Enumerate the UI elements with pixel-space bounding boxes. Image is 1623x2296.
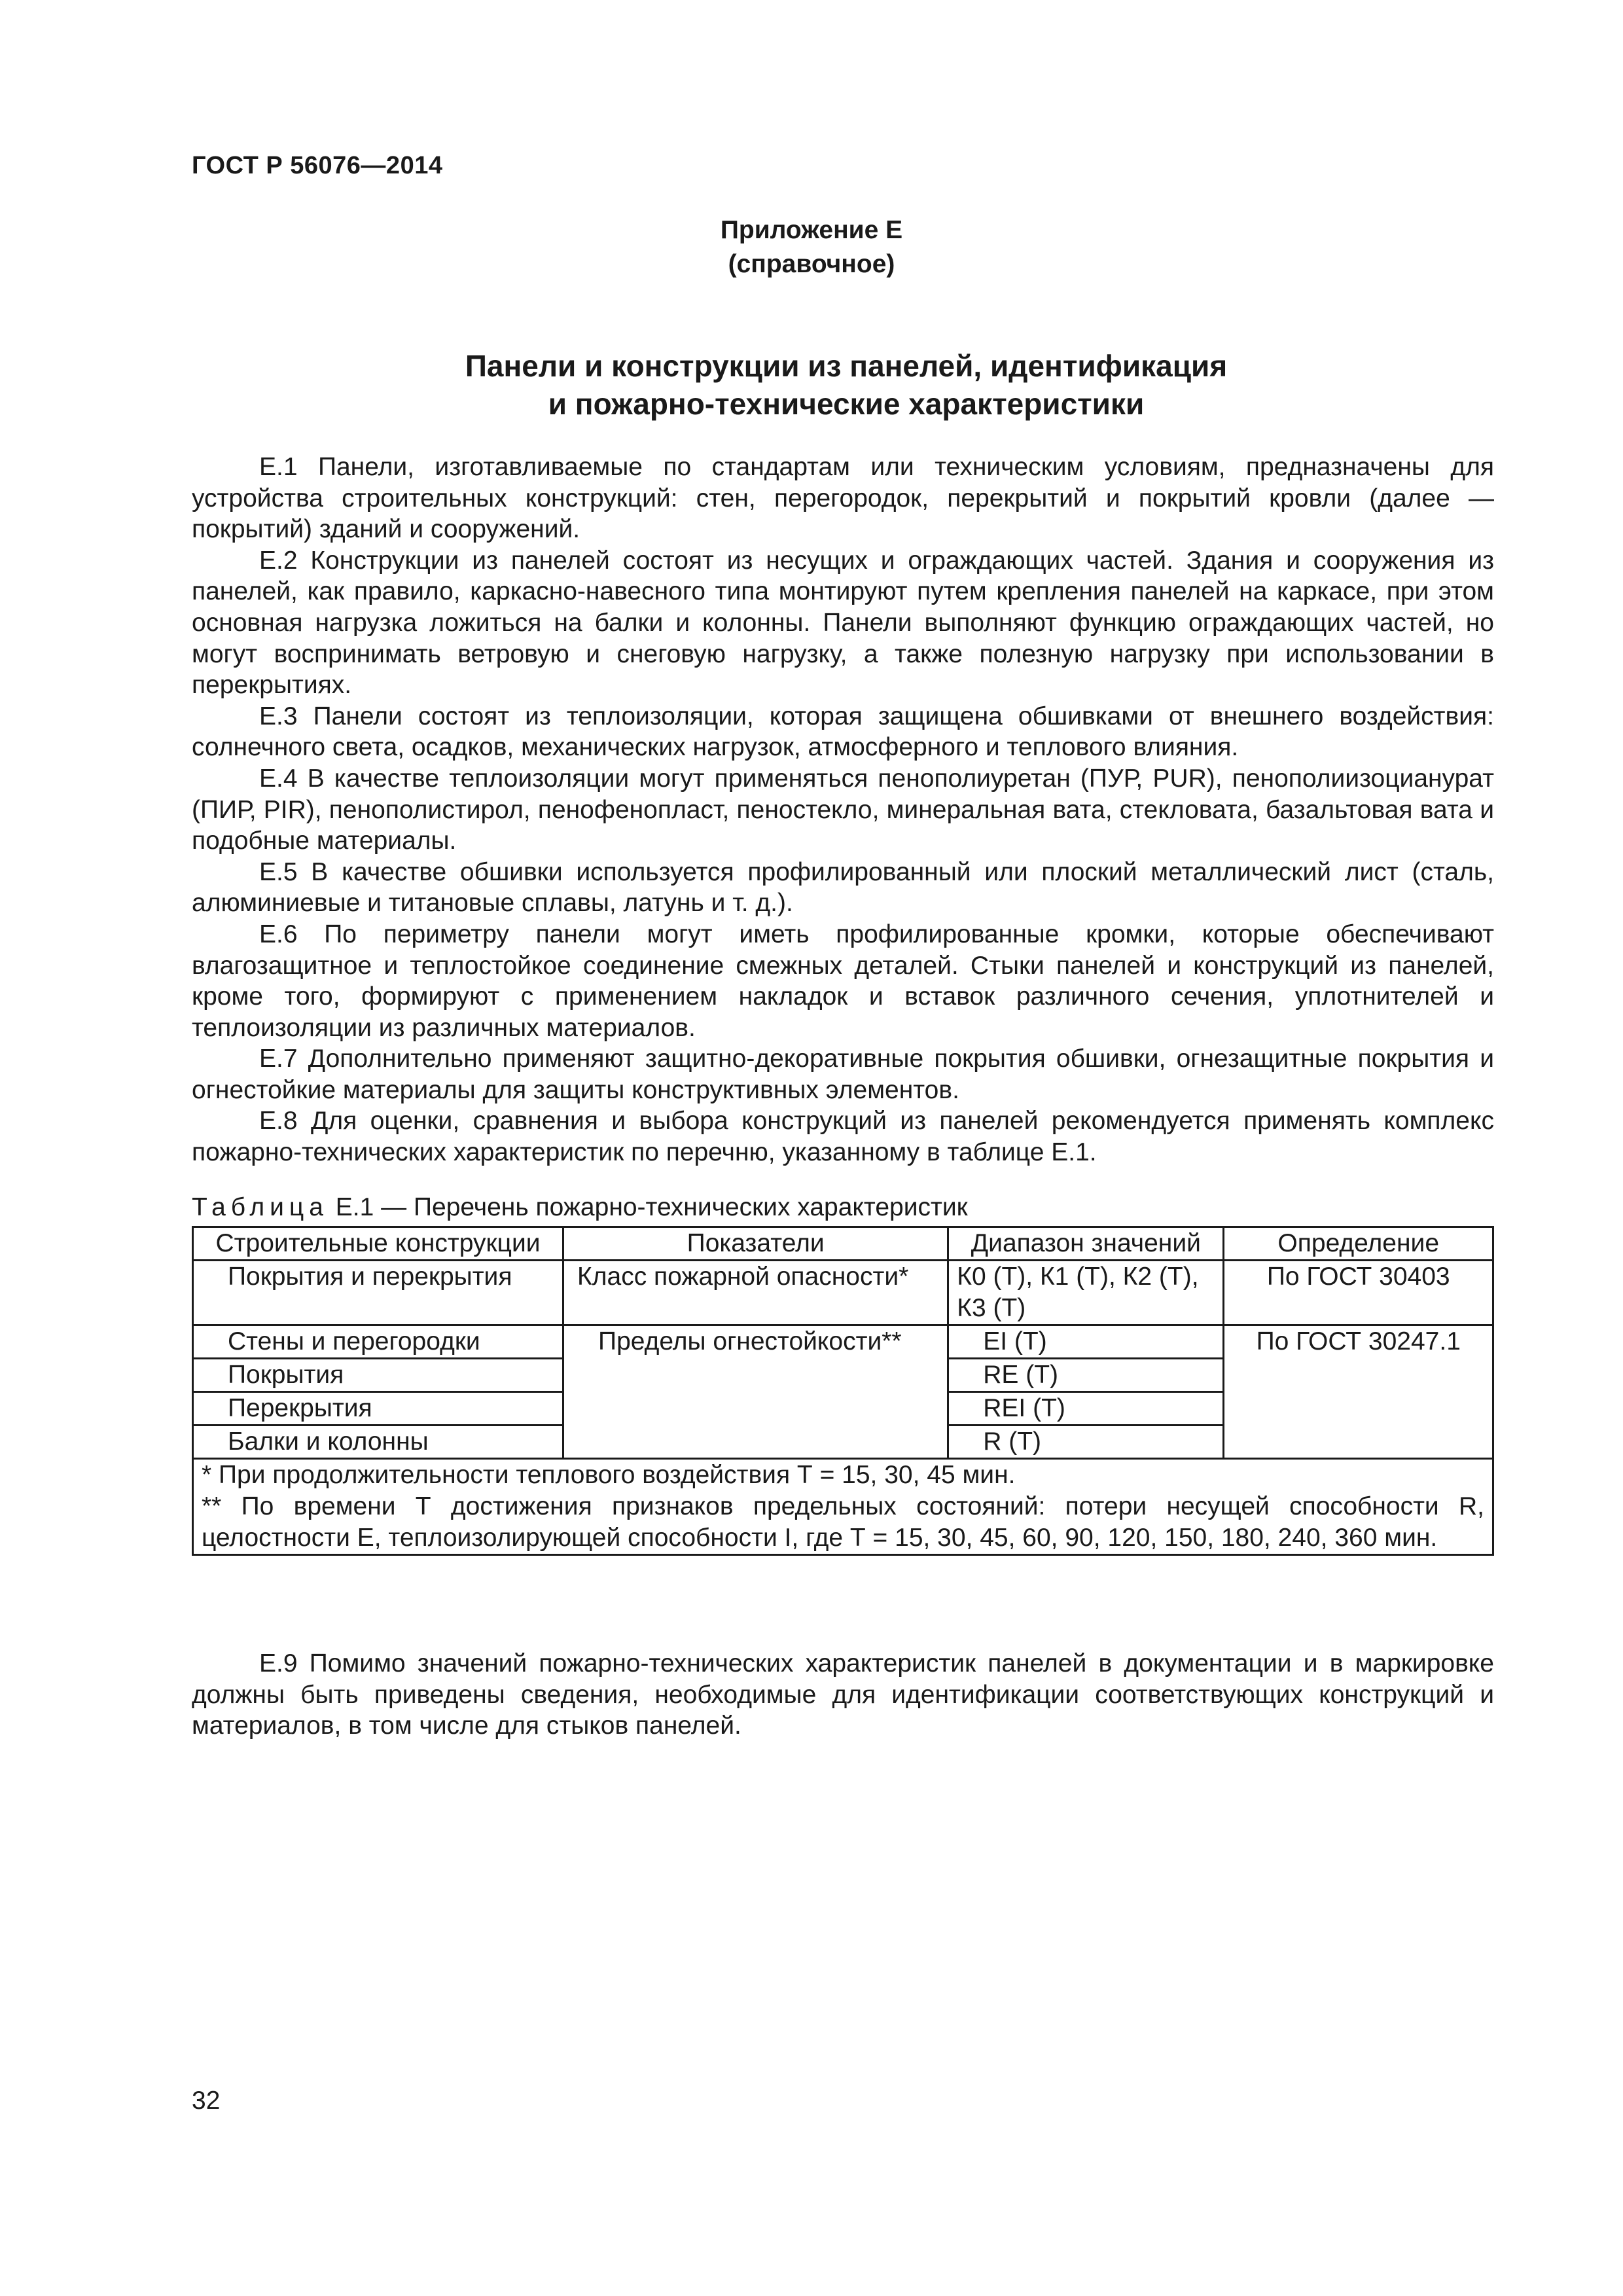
header-definition: Определение [1224, 1227, 1493, 1261]
page-number: 32 [192, 2087, 221, 2115]
cell-construction: Покрытия [193, 1359, 563, 1392]
cell-indicator: Класс пожарной опасности* [563, 1261, 948, 1325]
table-footnotes-row [193, 1459, 1493, 1555]
cell-construction: Покрытия и перекрытия [193, 1261, 563, 1325]
table-row [193, 1325, 1493, 1359]
appendix-label: Приложение Е [720, 216, 903, 244]
table-caption-word: Таблица [192, 1193, 329, 1221]
paragraph-e5: Е.5 В качестве обшивки используется профилированный или плоский металлический лист (сталь, алюминиевые и титановые сплавы, латунь и т. д.). [192, 857, 1494, 918]
paragraph-e4: Е.4 В качестве теплоизоляции могут применяться пенополиуретан (ПУР, PUR), пенополиизоцианурат (ПИР, PIR), пенополистирол, пенофенопласт, пеностекло, минеральная вата, стекловата, базальтовая вата и подобные материалы. [192, 764, 1494, 855]
body-text [192, 452, 1494, 1168]
header-constructions: Строительные конструкции [193, 1227, 563, 1261]
page-title [0, 347, 1623, 423]
paragraph-e2: Е.2 Конструкции из панелей состоят из несущих и ограждающих частей. Здания и сооружения из панелей, как правило, каркасно-навесного типа монтируют путем крепления панелей на каркасе, при этом основная нагрузка ложиться на балки и колонны. Панели выполняют функцию ограждающих частей, но могут воспринимать ветровую и снеговую нагрузку, а также полезную нагрузку при использовании в перекрытиях. [192, 546, 1494, 700]
footnote-2: ** По времени Т достижения признаков предельных состояний: потери несущей способности R, целостности E, теплоизолирующей способности I, где Т = 15, 30, 45, 60, 90, 120, 150, 180, 240, 360 мин. [202, 1492, 1484, 1552]
cell-range: REI (T) [948, 1392, 1224, 1426]
characteristics-table [192, 1226, 1494, 1556]
cell-range: EI (T) [948, 1325, 1224, 1359]
paragraph-e9: Е.9 Помимо значений пожарно-технических характеристик панелей в документации и в маркировке должны быть приведены сведения, необходимые для идентификации соответствующих конструкций и материалов, в том числе для стыков панелей. [192, 1649, 1494, 1740]
cell-fire-indicator: Пределы огнестойкости** [563, 1325, 948, 1459]
table-footnotes [193, 1459, 1493, 1555]
cell-construction: Балки и колонны [193, 1426, 563, 1459]
title-line-2: и пожарно-технические характеристики [548, 387, 1145, 421]
paragraph-e8: Е.8 Для оценки, сравнения и выбора конструкций из панелей рекомендуется применять комплекс пожарно-технических характеристик по перечню, указанному в таблице Е.1. [192, 1107, 1494, 1167]
cell-range: R (T) [948, 1426, 1224, 1459]
cell-range: RE (T) [948, 1359, 1224, 1392]
table-caption [192, 1193, 968, 1222]
paragraph-e3: Е.3 Панели состоят из теплоизоляции, которая защищена обшивками от внешнего воздействия: солнечного света, осадков, механических нагрузок, атмосферного и теплового влияния. [192, 702, 1494, 762]
closing-text [192, 1648, 1494, 1742]
header-indicators: Показатели [563, 1227, 948, 1261]
cell-range: К0 (Т), К1 (Т), К2 (Т), К3 (Т) [948, 1261, 1224, 1325]
appendix-type: (справочное) [728, 250, 895, 278]
cell-definition: По ГОСТ 30403 [1224, 1261, 1493, 1325]
table-header-row [193, 1227, 1493, 1261]
table-row [193, 1261, 1493, 1325]
paragraph-e6: Е.6 По периметру панели могут иметь профилированные кромки, которые обеспечивают влагозащитное и теплостойкое соединение смежных деталей. Стыки панелей и конструкций из панелей, кроме того, формируют с применением накладок и вставок различного сечения, уплотнителей и теплоизоляции из различных материалов. [192, 920, 1494, 1042]
title-line-1: Панели и конструкции из панелей, идентификация [465, 349, 1228, 383]
paragraph-e7: Е.7 Дополнительно применяют защитно-декоративные покрытия обшивки, огнезащитные покрытия и огнестойкие материалы для защиты конструктивных элементов. [192, 1045, 1494, 1104]
footnote-1: * При продолжительности теплового воздействия Т = 15, 30, 45 мин. [202, 1461, 1016, 1489]
cell-construction: Стены и перегородки [193, 1325, 563, 1359]
cell-fire-definition: По ГОСТ 30247.1 [1224, 1325, 1493, 1459]
paragraph-e1: Е.1 Панели, изготавливаемые по стандартам или техническим условиям, предназначены для устройства строительных конструкций: стен, перегородок, перекрытий и покрытий кровли (далее — покрытий) зданий и сооружений. [192, 453, 1494, 544]
table-caption-text: Е.1 — Перечень пожарно-технических характеристик [328, 1193, 968, 1221]
document-code: ГОСТ Р 56076—2014 [192, 152, 443, 179]
header-range: Диапазон значений [948, 1227, 1224, 1261]
cell-construction: Перекрытия [193, 1392, 563, 1426]
